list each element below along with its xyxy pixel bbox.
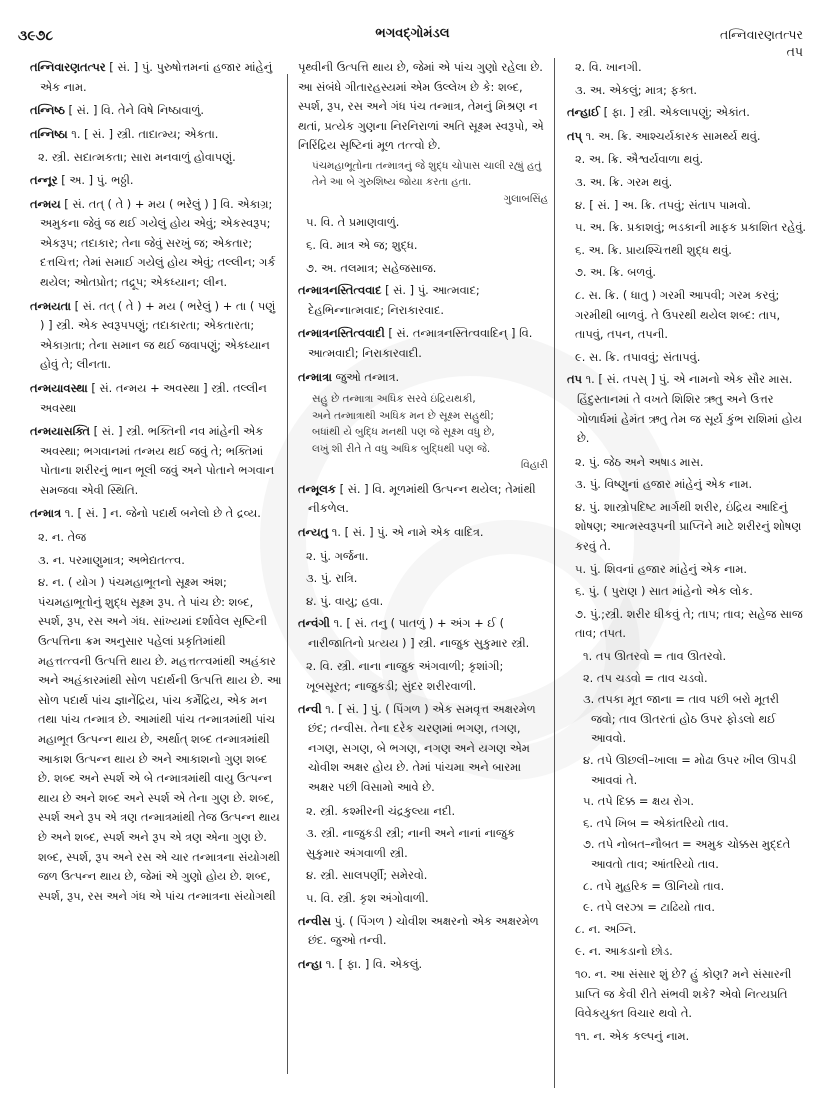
dictionary-entry bbox=[30, 504, 282, 524]
headword: તન્વીસ bbox=[298, 913, 331, 928]
sense: ૩. પું. વિષ્ણુનાં હજાર માંહેનું એક નામ. bbox=[575, 477, 753, 492]
guide-word-first: તન્નિવારણતત્પર bbox=[720, 27, 803, 42]
sense: ૪. પું. વાયુ; હવા. bbox=[306, 593, 384, 608]
column-1 bbox=[30, 58, 282, 909]
idiom: ૧. તપ ઊતરવો = તાવ ઊતરવો. bbox=[583, 649, 727, 664]
sense: ૪. ન. ( યોગ ) પંચમહાભૂતનો સૂક્ષ્મ અંશ; પંચમહાભૂતોનું શુદ્ધ સૂક્ષ્મ રૂપ. તે પાંચ છે: શબ્દ, સ્પર્શ, રૂપ, રસ અને ગંધ. સાંખ્યમાં દર્શાવેલ સૃષ્ટિની ઉત્પત્તિના ક્રમ અનુસાર પહેલાં પ્રકૃતિમાંથી મહત્તત્ત્વની ઉત્પત્તિ થાય છે. મહત્તત્ત્વમાંથી અહંકાર અને અહંકારમાંથી સોળ પદાર્થની ઉત્પત્તિ થાય છે. આ સોળ પદાર્થ પાંચ જ્ઞાનેંદ્રિય, પાંચ કર્મેંદ્રિય, એક મન તથા પાંચ તન્માત્ર છે. આમાંથી પાંચ તન્માત્રમાંથી પાંચ મહાભૂત ઉત્પન્ન થાય છે, અર્થાત્ શબ્દ તન્માત્રમાંથી આકાશ ઉત્પન્ન થાય છે અને આકાશનો ગુણ શબ્દ છે. શબ્દ અને સ્પર્શ એ બે તન્માત્રમાંથી વાયુ ઉત્પન્ન થાય છે અને શબ્દ અને સ્પર્શ એ તેના ગુણ છે. શબ્દ, સ્પર્શ અને રૂપ એ ત્રણ તન્માત્રમાંથી તેજ ઉત્પન્ન થાય છે અને શબ્દ, સ્પર્શ અને રૂપ એ ત્રણ એના ગુણ છે. શબ્દ, સ્પર્શ, રૂપ અને રસ એ ચાર તન્માત્રના સંયોગથી જળ ઉત્પન્ન થાય છે, જેમાં એ ગુણો હોય છે. શબ્દ, સ્પર્શ, રૂપ, રસ અને ગંધ એ પાંચ તન્માત્રના સંયોગથી bbox=[38, 575, 282, 903]
guide-word-last: તપ bbox=[786, 44, 803, 59]
sense: ૨. ન. તેજ bbox=[38, 530, 86, 545]
sense: ૨. સ્ત્રી. કશ્મીરની ચંદ્રકુલ્યા નદી. bbox=[306, 803, 456, 818]
headword: તન્નૂર bbox=[30, 172, 58, 187]
sense: ૫. અ. ક્રિ. પ્રકાશવું; ભડકાની માફક પ્રકાશિત રહેવું. bbox=[575, 220, 807, 235]
sense: ૩. અ. એકલું; માત્ર; ફક્ત. bbox=[575, 82, 697, 97]
verse-line: અને તન્માત્રાથી અધિક મન છે સૂક્ષ્મ સહુથી; bbox=[312, 409, 494, 422]
headword: તન્માત્રનસ્તિત્વવાદ bbox=[298, 283, 382, 298]
verse-line: બધાંથી યે બુદ્ધિ મનથી પણ જે સૂક્ષ્મ વધુ છે, bbox=[312, 426, 495, 439]
sense: ૩. પું. રાત્રિ. bbox=[306, 571, 358, 586]
dictionary-entry bbox=[298, 480, 548, 519]
idiom: ૭. તપે નોબત–નૌબત = અમુક ચોક્કસ મુદ્દતે આવતો તાવ; આંતરિયો તાવ. bbox=[583, 837, 791, 871]
headword: તન્મૂલક bbox=[298, 481, 336, 496]
dictionary-entry bbox=[298, 614, 548, 653]
definition: ૧. [ સં. ] પું. એ નામે એક વાદિત્ર. bbox=[331, 524, 484, 539]
sense: ૪. [ સં. ] અ. ક્રિ. તપવું; સંતાપ પામવો. bbox=[575, 197, 751, 212]
sense: ૨. પું. ગર્જના. bbox=[306, 548, 369, 563]
quote-text: પંચમહાભૂતોના તન્માત્રનું જે શુદ્ધ ચોપાસ ચાલી રહ્યું હતું તેને આ બે ગુરુશિષ્ય જોયા કરતા હતા. bbox=[312, 159, 542, 189]
idiom: ૬. તપે ખિબ = એકાંતરિયો તાવ. bbox=[583, 815, 729, 830]
headword: તન્યતુ bbox=[298, 524, 329, 539]
sense: ૬. અ. ક્રિ. પ્રાયશ્ચિત્તથી શુદ્ધ થવું. bbox=[575, 242, 732, 257]
sense: ૩. ન. પરમાણુમાત્ર; અભેદ્યતત્ત્વ. bbox=[38, 552, 185, 567]
headword: તન્માત્રનસ્તિત્વવાદી bbox=[298, 326, 385, 341]
continued-text: પૃથ્વીની ઉત્પત્તિ થાય છે, જેમાં એ પાંચ ગુણો રહેલા છે. આ સંબંધે ગીતારહસ્યમાં એમ ઉલ્લેખ છે કે: શબ્દ, સ્પર્શ, રૂપ, રસ અને ગંધ પંચ તન્માત્ર, તેમનું મિશ્રણ ન થતાં, પ્રત્યેક ગુણના નિરનિરાળાં અતિ સૂક્ષ્મ સ્વરૂપો, એ નિરિંદ્રિય સૃષ્ટિનાં મૂળ તત્ત્વો છે. bbox=[298, 60, 544, 153]
headword: તન્મયાવસ્થા bbox=[30, 380, 88, 395]
idiom: ૮. તપે મુહરિક = ઊનિયો તાવ. bbox=[583, 878, 725, 893]
page-header bbox=[0, 0, 825, 60]
definition: [ સં. ] પું. આત્મવાદ; દેહભિન્નાત્મવાદ; નિરાકારવાદ. bbox=[308, 283, 480, 317]
quote-author: વિહારી bbox=[520, 459, 548, 472]
headword: તન્માત્ર bbox=[30, 506, 62, 521]
definition: [ સં. તન્માત્રનસ્તિત્વવાદિન્ ] વિ. આત્મવાદી; નિરાકારવાદી. bbox=[308, 326, 533, 361]
dictionary-entry bbox=[567, 370, 807, 448]
dictionary-entry bbox=[567, 127, 807, 147]
idiom: ૯. તપે લરઝા = ટાઢિયો તાવ. bbox=[583, 900, 716, 915]
sense: ૫. વિ. સ્ત્રી. કૃશ અંગોવાળી. bbox=[306, 891, 429, 905]
dictionary-entry bbox=[298, 700, 548, 798]
verse-line: લખું શી રીતે તે વધુ અધિક બુદ્ધિથી પણ જે. bbox=[312, 442, 491, 455]
definition: ૧. [ સં. ] સ્ત્રી. તાદાત્મ્ય; એકતા. bbox=[71, 126, 219, 141]
sense: ૨. અ. ક્રિ. ઐશ્વર્યવાળા થવું. bbox=[575, 152, 704, 167]
definition: [ ફા. ] સ્ત્રી. એકલાપણું; એકાંત. bbox=[603, 105, 750, 120]
dictionary-entry bbox=[30, 125, 282, 145]
dictionary-entry bbox=[298, 523, 548, 543]
definition: ૧. [ ફા. ] વિ. એકલું. bbox=[325, 956, 423, 971]
guide-words bbox=[720, 26, 803, 60]
dictionary-entry bbox=[298, 368, 548, 388]
dictionary-entry bbox=[298, 912, 548, 951]
dictionary-entry bbox=[298, 955, 548, 975]
definition: [ સં. ] વિ. મૂળમાંથી ઉત્પન્ન થયેલ; તેમાંથી નીકળેલ. bbox=[308, 481, 536, 516]
dictionary-entry bbox=[298, 281, 548, 320]
headword: તપ bbox=[567, 372, 582, 387]
sense: ૬. વિ. માત્ર એ જ; શુદ્ધ. bbox=[306, 238, 418, 253]
headword: તન્માત્રા bbox=[298, 369, 332, 384]
headword: તન્હાઈ bbox=[567, 105, 600, 120]
dictionary-entry bbox=[30, 297, 282, 375]
citation-verse bbox=[312, 391, 548, 474]
sense: ૬. પું. ( પુરાણ ) સાત માંહેનો એક લોક. bbox=[575, 584, 753, 599]
column-divider bbox=[554, 58, 555, 1088]
running-title: ભગવદ્ગોમંડલ bbox=[375, 26, 450, 41]
definition: [ સં. ] પું. પુરુષોત્તમનાં હજાર માંહેનું એક નામ. bbox=[40, 60, 273, 94]
definition: [ અ. ] પું. ભઠ્ઠી. bbox=[61, 172, 134, 187]
sense: ૧૧. ન. એક કલ્પનું નામ. bbox=[575, 1028, 690, 1043]
sense: ૫. વિ. તે પ્રમાણવાળું. bbox=[306, 215, 400, 230]
idiom: ૩. તપકા મૂત જાના = તાવ પછી બરો મૂતરી જવો; તાવ ઊતરતાં હોઠ ઉપર ફોડલો થઈ આવવો. bbox=[583, 692, 779, 746]
sense: ૮. ન. અગ્નિ. bbox=[575, 921, 637, 936]
sense: ૪. પું. શાસ્ત્રોપદિષ્ટ માર્ગથી શરીર, ઇંદ્રિય આદિનું શોષણ; આત્મસ્વરૂપની પ્રાપ્તિને માટે શરીરનું શોષણ કરવું તે. bbox=[575, 499, 802, 554]
sense: ૨. વિ. ખાનગી. bbox=[575, 60, 642, 74]
headword: તન્મય bbox=[30, 196, 61, 211]
definition: ૧. [ સં. ] ન. જેનો પદાર્થ બનેલો છે તે દ્રવ્ય. bbox=[64, 506, 261, 521]
idiom: ૪. તપે ઊછલી–ખાલા = મોઢા ઉપર ખીલ ઊપડી આવવાં તે. bbox=[583, 753, 797, 787]
sense: ૫. પું. શિવનાં હજાર માંહેનું એક નામ. bbox=[575, 561, 748, 576]
headword: તન્વંગી bbox=[298, 616, 330, 631]
sense: ૯. સ. ક્રિ. તપાવવું; સંતાપવું. bbox=[575, 349, 701, 364]
definition: ૧. અ. ક્રિ. આશ્ચર્યકારક સામર્થ્ય થવું. bbox=[585, 128, 761, 143]
headword: તપ્ bbox=[567, 128, 582, 143]
headword: તન્નિષ્ઠ bbox=[30, 103, 65, 118]
dictionary-entry bbox=[30, 171, 282, 191]
dictionary-entry bbox=[298, 324, 548, 363]
headword: તન્મયતા bbox=[30, 298, 71, 313]
headword: તન્નિવારણતત્પર bbox=[30, 60, 106, 74]
definition: ૧. [ સં. ] પું. ( પિંગળ ) એક સમવૃત્ત અક્ષરમેળ છંદ; તન્વીસ. તેના દરેક ચરણમાં ભગણ, તગણ, નગણ, સગણ, બે ભગણ, નગણ અને યગણ એમ ચોવીશ અક્ષર હોય છે. તેમાં પાંચમા અને બારમા અક્ષર પછી વિસામો આવે છે. bbox=[308, 701, 536, 795]
definition: [ સં. તન્મય + અવસ્થા ] સ્ત્રી. તલ્લીન અવસ્થા bbox=[40, 380, 267, 415]
idiom: ૨. તપ ચડવો = તાવ ચડવો. bbox=[583, 670, 708, 685]
sense: ૩. સ્ત્રી. નાજુકડી સ્ત્રી; નાની અને નાનાં નાજુક સુકુમાર અંગવાળી સ્ત્રી. bbox=[306, 826, 515, 860]
sense: ૭. અ. ક્રિ. બળવું. bbox=[575, 265, 657, 280]
headword: તન્નિષ્ઠા bbox=[30, 126, 68, 141]
sense: ૨. સ્ત્રી. સદાત્મકતા; સારા મનવાળું હોવાપણું. bbox=[38, 150, 236, 165]
page-number: ૩૯૭૮ bbox=[18, 28, 54, 44]
dictionary-entry bbox=[567, 103, 807, 123]
definition: [ સં. ] સ્ત્રી. ભક્તિની નવ માંહેની એક અવસ્થા; ભગવાનમાં તન્મય થઈ જવું તે; ભક્તિમાં પોતાના શરીરનું ભાન ભૂલી જવું અને પોતાને ભગવાન સમજવા એવી સ્થિતિ. bbox=[40, 424, 275, 497]
idiom: ૫. તપે દિક્ક = ક્ષય રોગ. bbox=[583, 794, 694, 809]
headword: તન્હા bbox=[298, 956, 323, 971]
sense: ૨. પું. જેઠ અને અષાડ માસ. bbox=[575, 454, 704, 469]
sense: ૯. ન. આકડાનો છોડ. bbox=[575, 944, 673, 959]
dictionary-entry bbox=[30, 101, 282, 121]
headword: તન્મયાસક્તિ bbox=[30, 424, 90, 439]
sense: ૪. સ્ત્રી. સાલપર્ણી; સમેરવો. bbox=[306, 868, 428, 883]
definition: જુઓ તન્માત્ર. bbox=[335, 369, 400, 384]
definition: ૧. [ સં. તપસ્ ] પું. એ નામનો એક સૌર માસ. હિંદુસ્તાનમાં તે વખતે શિશિર ઋતુ અને ઉત્તર ગોળાર્ધમાં હેમંત ઋતુ તેમ જ સૂર્ય કુંભ રાશિમાં હોય છે. bbox=[577, 372, 802, 446]
dictionary-entry bbox=[30, 195, 282, 293]
definition: પું. ( પિંગળ ) ચોવીશ અક્ષરનો એક અક્ષરમેળ છંદ. જુઓ તન્વી. bbox=[308, 913, 539, 948]
definition: ૧. [ સં. તનુ ( પાતળું ) + અંગ + ઈ ( નારીજાતિનો પ્રત્યય ) ] સ્ત્રી. નાજુક સુકુમાર સ્ત્રી. bbox=[308, 616, 530, 650]
definition: [ સં. તત્ ( તે ) + મય ( ભરેલું ) + તા ( પણું ) ] સ્ત્રી. એક સ્વરૂપપણું; તદાકારતા; એકતારતા; એકાગ્રતા; તેના સમાન જ થઈ જવાપણું; એકધ્યાન હોવું તે; લીનતા. bbox=[40, 298, 276, 372]
dictionary-entry bbox=[30, 58, 282, 97]
dictionary-entry bbox=[30, 422, 282, 500]
dictionary-entry bbox=[30, 379, 282, 418]
sense: ૩. અ. ક્રિ. ગરમ થવું. bbox=[575, 174, 673, 189]
quote-author: ગુલાબસિંહ bbox=[503, 192, 548, 205]
definition: [ સં. તત્ ( તે ) + મય ( ભરેલું ) ] વિ. એકાગ્ર; અમુકના જેવું જ થઈ ગયેલું હોય એવું; એકસ્વરૂપ; એકરૂપ; તદાકાર; તેના જેવું સરખું જ; એકતાર; દત્તચિત્ત; તેમાં સમાઈ ગયેલું હોય એવું; તલ્લીન; ગર્ક થયેલ; ઓતપ્રોત; તદ્રૂપ; એકધ્યાન; લીન. bbox=[40, 196, 276, 289]
definition: [ સં. ] વિ. તેને વિષે નિષ્ઠાવાળું. bbox=[68, 103, 205, 118]
sense: ૭. પું.;સ્ત્રી. શરીર ધીકવું તે; તાપ; તાવ; સહેજ સાજ તાવ; તપત. bbox=[575, 606, 803, 641]
verse-line: સહુ છે તન્માત્રા અધિક સરવે ઇંદ્રિયથકી, bbox=[312, 393, 476, 406]
headword: તન્વી bbox=[298, 701, 322, 716]
sense: ૮. સ. ક્રિ. ( ધાતુ ) ગરમી આપવી; ગરમ કરવું; ગરમીથી બાળવું. તે ઉપરથી થયેલ શબ્દ: તાપ, તાપવું, તપન, તપની. bbox=[575, 287, 781, 342]
column-3 bbox=[567, 58, 807, 1049]
sense: ૧૦. ન. આ સંસાર શું છે? હું કોણ? મને સંસારની પ્રાપ્તિ જ કેવી રીતે સંભવી શકે? એવો નિત્યપ્રતિ વિવેકયુક્ત વિચાર થવો તે. bbox=[575, 966, 792, 1021]
citation-quote bbox=[312, 158, 548, 208]
column-divider bbox=[287, 74, 288, 1074]
sense: ૭. અ. તલમાત્ર; સહેજસાજ. bbox=[306, 260, 437, 275]
sense: ૨. વિ. સ્ત્રી. નાના નાજુક અંગવાળી; કૃશાંગી; ખૂબસૂરત; નાજુકડી; સુંદર શરીરવાળી. bbox=[306, 659, 504, 694]
column-2 bbox=[298, 58, 548, 978]
